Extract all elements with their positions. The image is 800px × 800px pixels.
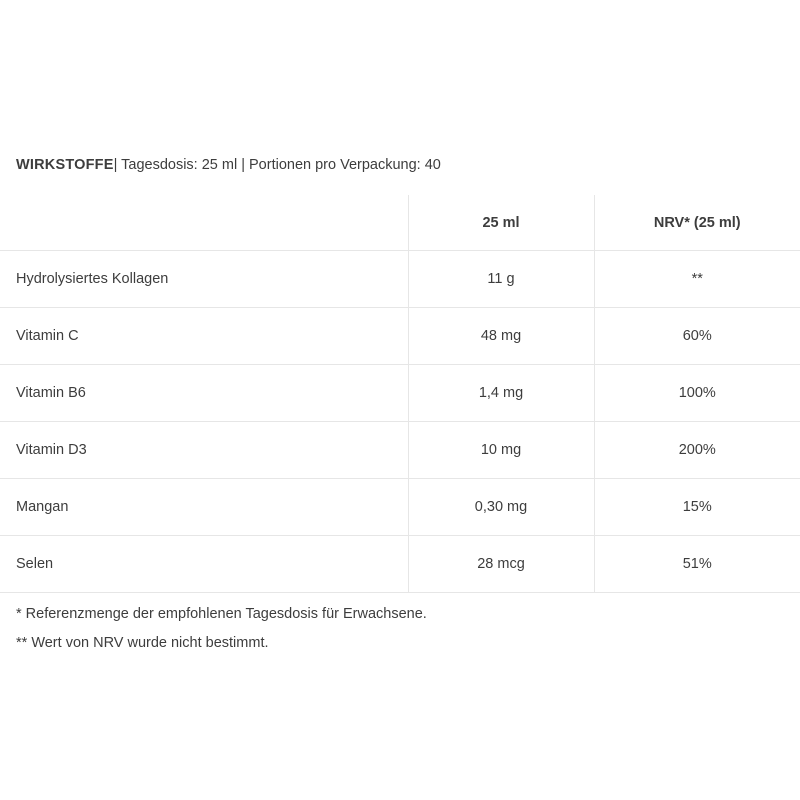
intro-details: | Tagesdosis: 25 ml | Portionen pro Verpackung: 40 [113, 157, 441, 173]
table-row [0, 422, 800, 479]
footnote-nrv-reference: * Referenzmenge der empfohlenen Tagesdosis für Erwachsene. [16, 606, 427, 622]
cell-amount: 28 mcg [408, 536, 594, 593]
cell-name: Vitamin B6 [0, 365, 408, 422]
cell-nrv: 60% [594, 308, 800, 365]
cell-nrv: 100% [594, 365, 800, 422]
cell-amount: 11 g [408, 251, 594, 308]
table-row [0, 479, 800, 536]
cell-name: Vitamin D3 [0, 422, 408, 479]
cell-amount: 48 mg [408, 308, 594, 365]
table-row [0, 251, 800, 308]
table-row [0, 365, 800, 422]
ingredients-table [0, 195, 800, 593]
cell-amount: 1,4 mg [408, 365, 594, 422]
column-header-nrv: NRV* (25 ml) [594, 195, 800, 251]
column-header-amount: 25 ml [408, 195, 594, 251]
cell-nrv: ** [594, 251, 800, 308]
cell-nrv: 200% [594, 422, 800, 479]
cell-name: Hydrolysiertes Kollagen [0, 251, 408, 308]
intro-line [16, 155, 441, 175]
cell-name: Mangan [0, 479, 408, 536]
cell-amount: 10 mg [408, 422, 594, 479]
table-row [0, 536, 800, 593]
cell-nrv: 51% [594, 536, 800, 593]
cell-name: Selen [0, 536, 408, 593]
column-header-name [0, 195, 408, 251]
cell-nrv: 15% [594, 479, 800, 536]
cell-amount: 0,30 mg [408, 479, 594, 536]
table-body [0, 251, 800, 593]
cell-name: Vitamin C [0, 308, 408, 365]
intro-label: WIRKSTOFFE [16, 157, 114, 173]
table-header [0, 195, 800, 251]
footnotes [16, 600, 427, 658]
table-header-row [0, 195, 800, 251]
table-row [0, 308, 800, 365]
footnote-nrv-undetermined: ** Wert von NRV wurde nicht bestimmt. [16, 635, 269, 651]
